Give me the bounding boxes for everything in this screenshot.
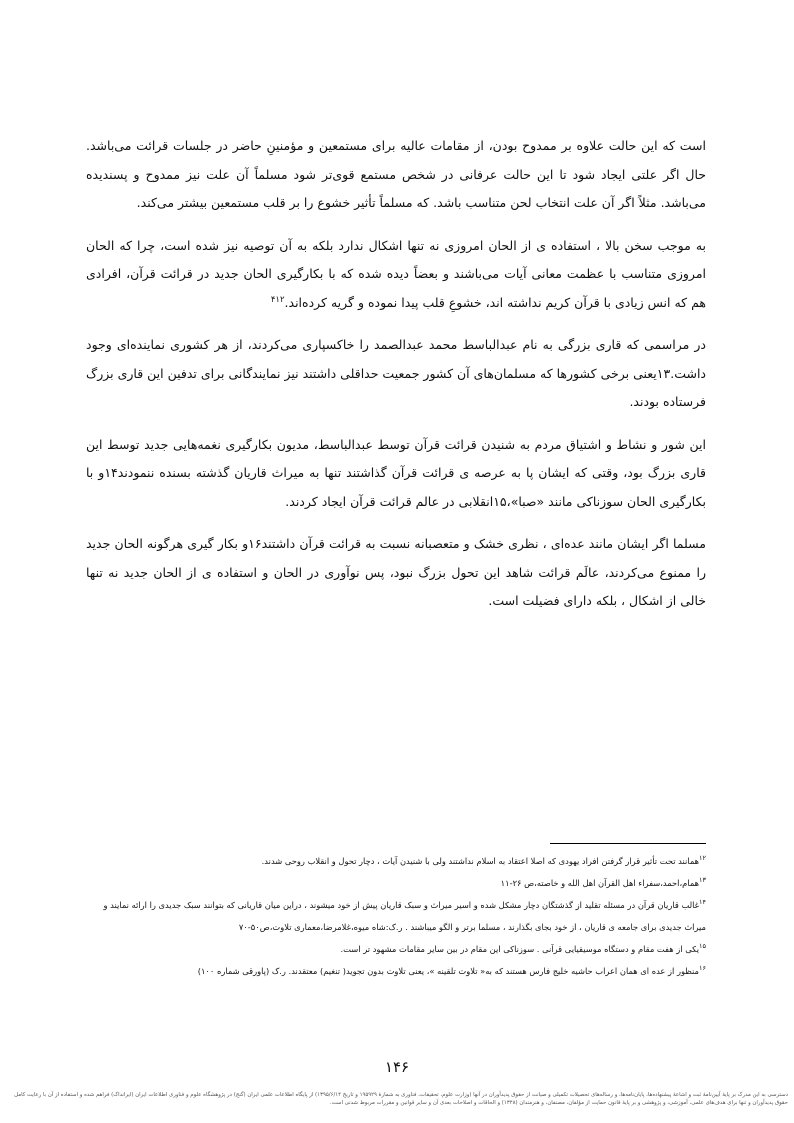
paragraph-text: مسلما اگر ایشان مانند عده‌ای ، نظری خشک و متعصبانه نسبت به قرائت قرآن داشتند۱۶و بکار گیری هرگونه الحان جدید را ممنوع می‌کردند، عالَم قرائت شاهد این تحول بزرگ نبود، پس نوآوری در الحان و استفاده ی از الحان جدید نه تنها خالی از اشکال ، بلکه دارای فضیلت است. — [86, 536, 706, 608]
footnote-text: همانند تحت تأثیر قرار گرفتن افراد یهودی که اصلا اعتقاد به اسلام نداشتند ولی با شنیدن آیات ، دچار تحول و انقلاب روحی شدند. — [261, 856, 700, 866]
footnote-number: ۱۴ — [699, 898, 706, 907]
paragraph-text: به موجب سخن بالا ، استفاده ی از الحان امروزی نه تنها اشکال ندارد بلکه به آن توصیه نیز شده است، چرا که الحان امروزی متناسب با عظمت معانی آیات می‌باشند و بعضاً دیده شده که با بکارگیری الحان جدید در قرائت قرآن، افرادی هم که انس زیادی با قرآن کریم نداشته اند، خشوعِ قلب پیدا نموده و گریه کرده‌اند. — [86, 237, 706, 310]
footnote-text: یکی از هفت مقام و دستگاه موسیقیایی قرآنی . سوزناکی این مقام در بین سایر مقامات مشهود تر است. — [340, 944, 700, 954]
page-number: ۱۴۶ — [384, 1058, 410, 1076]
footnote-number: ۱۶ — [699, 964, 706, 973]
body-text — [86, 132, 706, 616]
copyright-disclaimer: دسترسی به این مدرک بر پایهٔ آیین‌نامهٔ ثبت و اشاعهٔ پیشنهاده‌ها، پایان‌نامه‌ها، و رساله‌های تحصیلات تکمیلی و صیانت از حقوق پدیدآوران در آنها (وزارت علوم، تحقیقات، فناوری به شمارهٔ ۱۹۵۹۲۹ و تاریخ ۱۳۹۵/۶/۱۴) از پایگاه اطلاعات علمی ایران (گنج) در پژوهشگاه علوم و فناوری اطلاعات ایران (ایرانداک) فراهم شده و استفاده از آن با رعایت کامل حقوق پدیدآوران و تنها برای هدف‌های علمی، آموزشی، و پژوهشی و بر پایهٔ قانون حمایت از مؤلفان، مصنفان، و هنرمندان (۱۳۴۸) و الحاقات و اصلاحات بعدی آن و سایر قوانین و مقررات مربوط شدنی است. — [14, 1092, 788, 1106]
footnote — [86, 872, 706, 894]
paragraph-text: این شور و نشاط و اشتیاق مردم به شنیدن قرائت قرآن توسط عبدالباسط، مدیون بکارگیری نغمه‌هایی جدید توسط این قاری بزرگ بود، وقتی که ایشان پا به عرصه ی قرائت قرآن گذاشتند تنها به میراث قاریان گذشته بسنده ننمودند۱۴و با بکارگیری الحان سوزناکی مانند «صبا»،۱۵انقلابی در عالم قرائت قرآن ایجاد کردند. — [86, 436, 706, 509]
paragraph — [86, 530, 706, 616]
paragraph — [86, 431, 706, 517]
footnote-number: ۱۳ — [699, 876, 706, 885]
footnote — [86, 850, 706, 872]
paragraph-text: است که این حالت علاوه بر ممدوح بودن، از مقامات عالیه برای مستمعین و مؤمنینِ حاضر در جلسات قرائت می‌باشد. حال اگر علتی ایجاد شود تا این حالت عرفانی در شخص مستمع قوی‌تر شود مسلماً آن علت نیز ممدوح و پسندیده می‌باشد. مثلاً اگر آن علت انتخاب لحن متناسب باشد. که مسلماً تأثیر خشوع را بر قلب مستمعین بیشتر می‌کند. — [86, 138, 706, 210]
paragraph — [86, 331, 706, 417]
footnote — [86, 938, 706, 960]
footnote-number: ۱۲ — [699, 854, 706, 863]
footnote-text: همام،احمد،سفراء اهل القرآن اهل الله و خاصته،ص ۲۶-۱۱ — [500, 878, 700, 888]
footnote-reference: ۴۱۲ — [270, 294, 285, 305]
paragraph-text: در مراسمی که قاری بزرگی به نام عبدالباسط محمد عبدالصمد را خاکسپاری می‌کردند، از هر کشوری نماینده‌ای وجود داشت.۱۳یعنی برخی کشورها که مسلمان‌های آن کشور جمعیت حداقلی داشتند نیز نمایندگانی برای تدفین این قاری بزرگ فرستاده بودند. — [86, 337, 706, 409]
footnote — [86, 894, 706, 938]
footnote-text: غالب قاریان قرآن در مسئله تقلید از گذشتگان دچار مشکل شده و اسیر میراث و سبک قاریان پیش از خود میشوند ، دراین میان قاریانی که بتوانند سبک جدیدی را ارائه نمایند و میراث جدیدی برای جامعه ی قاریان ، از خود بجای بگذارند ، مسلما برتر و الگو میباشند . ر.ک:شاه میوه،غلامرضا،معماری تلاوت،ص۵۰-۷۰ — [103, 900, 706, 932]
footnote-divider — [550, 843, 706, 844]
footnote-text: منظور از عده ای همان اعراب حاشیه خلیج فارس هستند که به« تلاوت تلقینه »، یعنی تلاوت بدون تجوید( تنغیم) معتقدند. ر.ک (پاورقی شماره ۱۰۰) — [197, 966, 700, 976]
footnotes — [86, 850, 706, 982]
footnote — [86, 960, 706, 982]
paragraph — [86, 232, 706, 318]
footnote-number: ۱۵ — [699, 942, 706, 951]
paragraph — [86, 132, 706, 218]
